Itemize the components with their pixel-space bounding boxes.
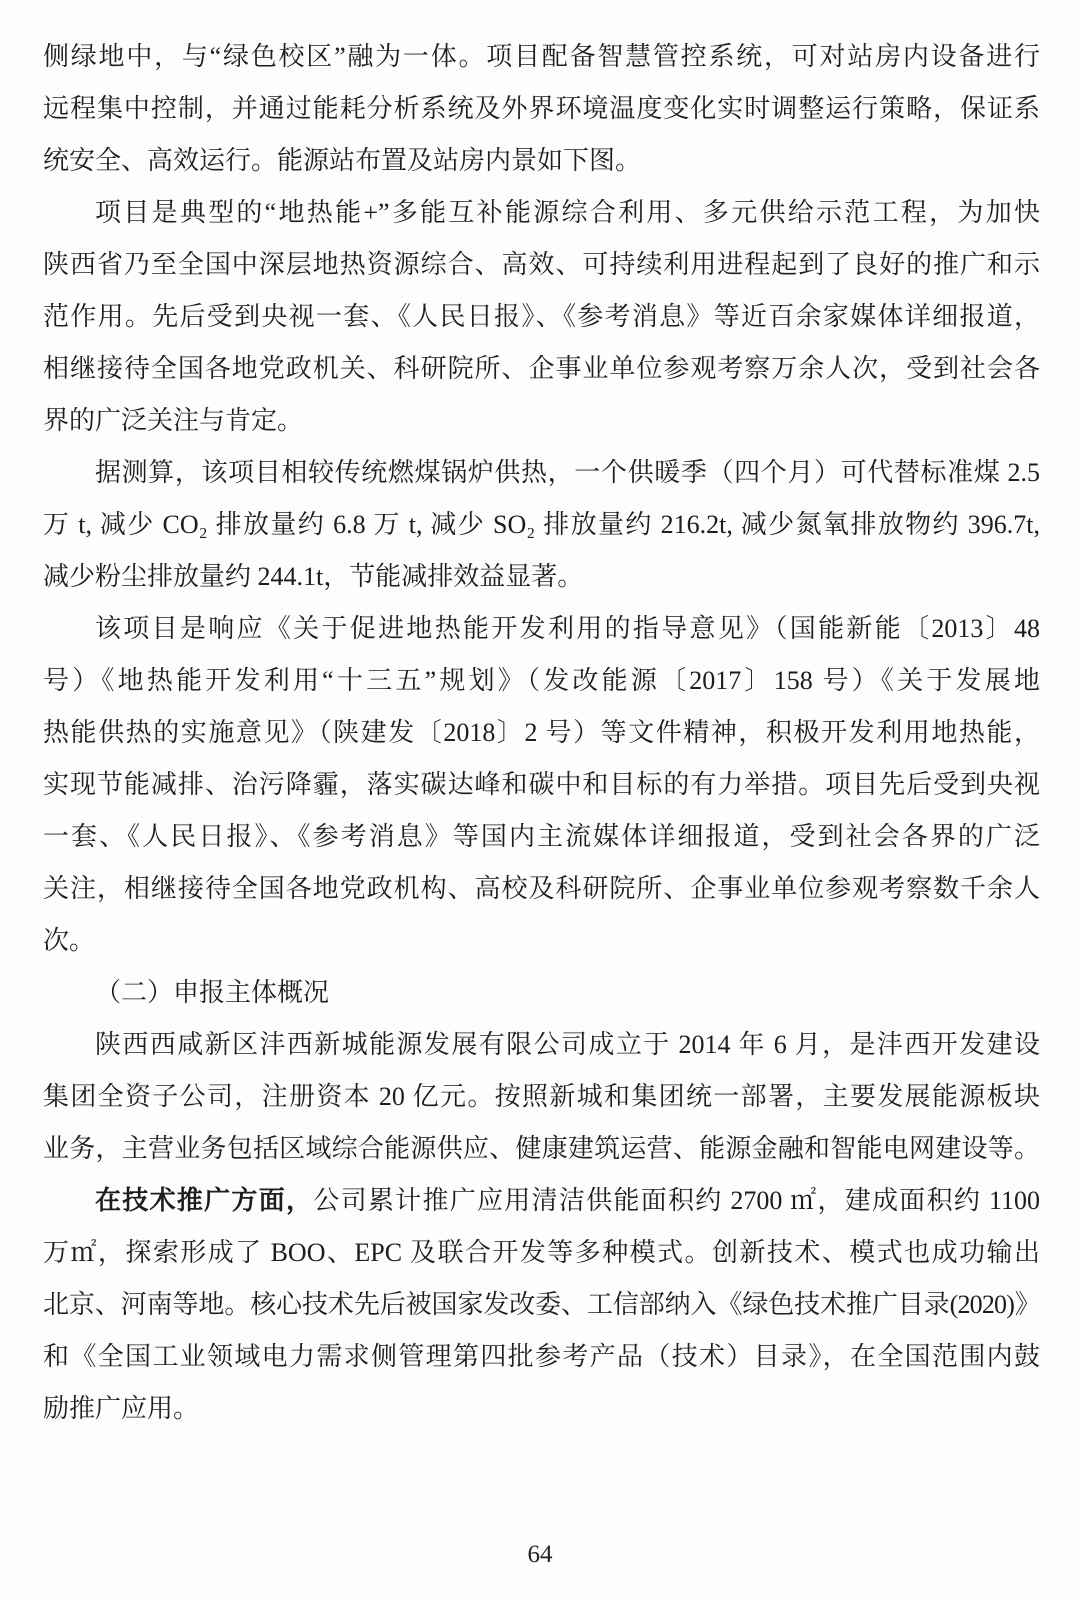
section-heading: （二）申报主体概况 — [95, 978, 330, 1007]
text-line: 范作用。先后受到央视一套、《人民日报》、《参考消息》等近百余家媒体详细报道， — [43, 302, 1040, 331]
text-line: 一套、《人民日报》、《参考消息》等国内主流媒体详细报道，受到社会各界的广泛 — [43, 822, 1040, 851]
text-line: 关注，相继接待全国各地党政机构、高校及科研院所、企事业单位参观考察数千余人 — [43, 874, 1040, 903]
text-line: 该项目是响应《关于促进地热能开发利用的指导意见》（国能新能〔2013〕48 — [95, 614, 1040, 643]
text-line: 号）《地热能开发利用“十三五”规划》（发改能源〔2017〕158 号）《关于发展地 — [43, 666, 1040, 695]
text-line: 陕西省乃至全国中深层地热资源综合、高效、可持续利用进程起到了良好的推广和示 — [43, 250, 1040, 279]
text-line: 万 t, 减少 CO₂ 排放量约 6.8 万 t, 减少 SO₂ 排放量约 216.2t, 减少氮氧排放物约 396.7t, — [43, 510, 1040, 539]
text-line: 界的广泛关注与肯定。 — [43, 406, 304, 435]
text-line: 据测算，该项目相较传统燃煤锅炉供热，一个供暖季（四个月）可代替标准煤 2.5 — [95, 458, 1040, 487]
text-line: 相继接待全国各地党政机关、科研院所、企事业单位参观考察万余人次，受到社会各 — [43, 354, 1040, 383]
text-line: 侧绿地中，与“绿色校区”融为一体。项目配备智慧管控系统，可对站房内设备进行 — [43, 42, 1040, 71]
page-number: 64 — [527, 1541, 553, 1568]
page-footer — [0, 1540, 1080, 1570]
text-line: 减少粉尘排放量约 244.1t，节能减排效益显著。 — [43, 562, 584, 591]
text-line: 统安全、高效运行。能源站布置及站房内景如下图。 — [43, 146, 642, 175]
text-line: 实现节能减排、治污降霾，落实碳达峰和碳中和目标的有力举措。项目先后受到央视 — [43, 770, 1040, 799]
text-line: 万㎡，探索形成了 BOO、EPC 及联合开发等多种模式。创新技术、模式也成功输出 — [43, 1238, 1040, 1267]
text-line: 业务，主营业务包括区域综合能源供应、健康建筑运营、能源金融和智能电网建设等。 — [43, 1134, 1040, 1163]
text-line: 热能供热的实施意见》（陕建发〔2018〕2 号）等文件精神，积极开发利用地热能， — [43, 718, 1040, 747]
bold-lead-text: 在技术推广方面， — [95, 1186, 314, 1215]
text-line: 远程集中控制，并通过能耗分析系统及外界环境温度变化实时调整运行策略，保证系 — [43, 94, 1040, 123]
text-line: 励推广应用。 — [43, 1394, 200, 1423]
text-segment: 公司累计推广应用清洁供能面积约 2700 ㎡，建成面积约 1100 — [313, 1186, 1040, 1215]
text-line — [43, 1175, 1040, 1227]
text-line: 项目是典型的“地热能+”多能互补能源综合利用、多元供给示范工程，为加快 — [95, 198, 1040, 227]
text-line: 和《全国工业领域电力需求侧管理第四批参考产品（技术）目录》，在全国范围内鼓 — [43, 1342, 1040, 1371]
text-line: 集团全资子公司，注册资本 20 亿元。按照新城和集团统一部署，主要发展能源板块 — [43, 1082, 1040, 1111]
text-line: 陕西西咸新区沣西新城能源发展有限公司成立于 2014 年 6 月，是沣西开发建设 — [95, 1030, 1040, 1059]
text-line: 次。 — [43, 926, 96, 955]
text-line: 北京、河南等地。核心技术先后被国家发改委、工信部纳入《绿色技术推广目录(2020)》 — [43, 1290, 1040, 1319]
